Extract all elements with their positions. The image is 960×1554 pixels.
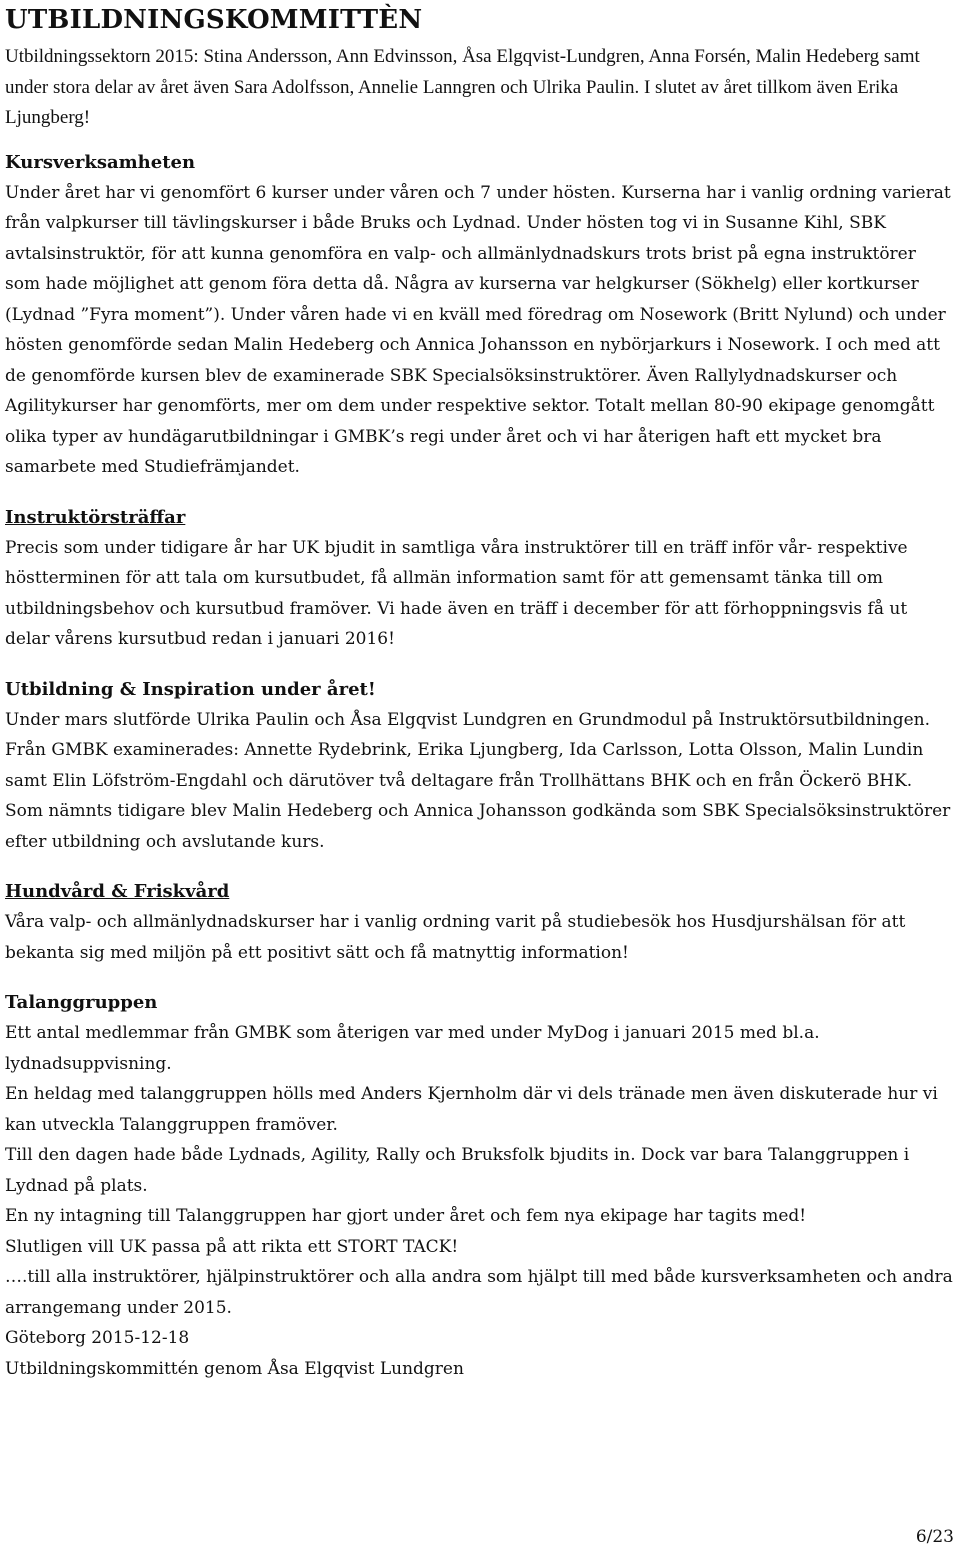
heading-hundvard-friskvard: Hundvård & Friskvård (5, 881, 230, 902)
utbildning-inspiration-body: Under mars slutförde Ulrika Paulin och Åsa Elgqvist Lundgren en Grundmodul på Instruktörsutbildningen. Från GMBK examinerades: Annette Rydebrink, Erika Ljungberg, Ida Carlsson, Lotta Olsson, Malin Lundin samt Elin Löfström-Engdahl och därutöver två deltagare från Trollhättans BHK och en från Öckerö BHK. Som nämnts tidigare blev Malin Hedeberg och Annica Johansson godkända som SBK Specialsöksinstruktörer efter utbildning och avslutande kurs. (5, 709, 951, 852)
talanggruppen-paragraph-3: Till den dagen hade både Lydnads, Agility, Rally och Bruksfolk bjudits in. Dock var bara Talanggruppen i Lydnad på plats. (5, 1145, 910, 1196)
document-page (5, 0, 955, 1384)
hundvard-friskvard-body: Våra valp- och allmänlydnadskurser har i vanlig ordning varit på studiebesök hos Husdjurshälsan för att bekanta sig med miljön på ett positivt sätt och få matnyttig information! (5, 912, 906, 963)
talanggruppen-paragraph-4: En ny intagning till Talanggruppen har gjort under året och fem nya ekipage har tagits med! (5, 1206, 807, 1226)
date-line: Göteborg 2015-12-18 (5, 1328, 190, 1348)
talanggruppen-paragraph-1: Ett antal medlemmar från GMBK som återigen var med under MyDog i januari 2015 med bl.a. lydnadsuppvisning. (5, 1023, 820, 1074)
heading-utbildning-inspiration: Utbildning & Inspiration under året! (5, 678, 376, 700)
talanggruppen-paragraph-6: ….till alla instruktörer, hjälpinstruktörer och alla andra som hjälpt till med både kursverksamheten och andra arrangemang under 2015. (5, 1267, 953, 1318)
talanggruppen-paragraph-2: En heldag med talanggruppen hölls med Anders Kjernholm där vi dels tränade men även diskuterade hur vi kan utveckla Talanggruppen framöver. (5, 1084, 938, 1135)
heading-kursverksamheten: Kursverksamheten (5, 151, 196, 173)
talanggruppen-paragraph-5: Slutligen vill UK passa på att rikta ett STORT TACK! (5, 1236, 459, 1257)
signature-line: Utbildningskommittén genom Åsa Elgqvist Lundgren (5, 1358, 464, 1379)
heading-talanggruppen: Talanggruppen (5, 992, 158, 1013)
instruktorstraffar-body: Precis som under tidigare år har UK bjudit in samtliga våra instruktörer till en träff inför vår- respektive höstterminen för att tala om kursutbudet, få allmän information samt för att gemensamt tänka till om utbildningsbehov och kursutbud framöver. Vi hade även en träff i december för att förhoppningsvis få ut delar vårens kursutbud redan i januari 2016! (5, 537, 908, 649)
page-title: UTBILDNINGSKOMMITTÈN (5, 5, 423, 35)
kursverksamheten-body: Under året har vi genomfört 6 kurser under våren och 7 under hösten. Kurserna har i vanlig ordning varierat från valpkurser till tävlingskurser i både Bruks och Lydnad. Under hösten tog vi in Susanne Kihl, SBK avtalsinstruktör, för att kunna genomföra en valp- och allmänlydnadskurs trots brist på egna instruktörer som hade möjlighet att genom föra detta då. Några av kurserna var helgkurser (Sökhelg) eller kortkurser (Lydnad ”Fyra moment”). Under våren hade vi en kväll med föredrag om Nosework (Britt Nylund) och under hösten genomförde sedan Malin Hedeberg och Annica Johansson en nybörjarkurs i Nosework. I och med att de genomförde kursen blev de examinerade SBK Specialsöksinstruktörer. Även Rallylydnadskurser och Agilitykurser har genomförts, mer om dem under respektive sektor. Totalt mellan 80-90 ekipage genomgått olika typer av hundägarutbildningar i GMBK’s regi under året och vi har återigen haft ett mycket bra samarbete med Studiefrämjandet. (5, 182, 951, 477)
intro-paragraph: Utbildningssektorn 2015: Stina Andersson, Ann Edvinsson, Åsa Elgqvist-Lundgren, Anna Forsén, Malin Hedeberg samt under stora delar av året även Sara Adolfsson, Annelie Lanngren och Ulrika Paulin. I slutet av året tillkom även Erika Ljungberg! (5, 46, 920, 128)
heading-instruktorstraffar: Instruktörsträffar (5, 506, 186, 528)
page-number: 6/23 (915, 1527, 954, 1547)
